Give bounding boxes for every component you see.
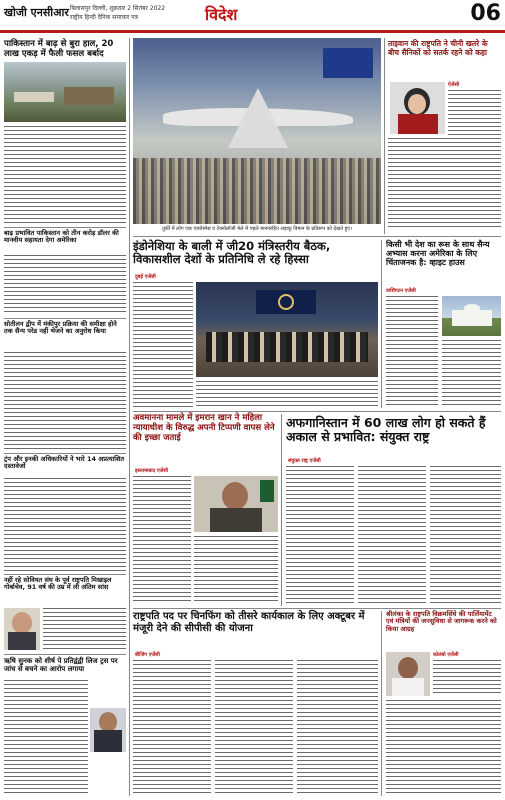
pakistan-flood-body (4, 126, 126, 224)
xi-jinping-body-3 (297, 660, 378, 796)
white-house-body-1 (386, 296, 438, 406)
aerospace-expo-photo (133, 38, 381, 224)
g20-byline: दुबई एजेंसी (135, 274, 156, 280)
taiwan-president-photo (390, 82, 445, 134)
pakistan-flood-photo (4, 62, 126, 122)
sri-lanka-body-1 (433, 660, 501, 696)
masthead (0, 0, 505, 33)
g20-body-1 (133, 282, 193, 408)
sri-lanka-president-photo (386, 652, 430, 696)
white-house-photo (442, 296, 501, 336)
gorbachev-photo (4, 608, 40, 650)
date-line (70, 4, 165, 22)
xi-jinping-body-2 (215, 660, 293, 796)
gorbachev-body (43, 608, 126, 650)
section-title: विदेश (205, 5, 238, 24)
imran-body-1 (133, 476, 191, 604)
us-pakistan-headline: बाढ़ प्रभावित पाकिस्तान को तीन करोड़ डॉलर की मानवीय सहायता देगा अमेरिका (4, 229, 119, 245)
sri-lanka-headline: श्रीलंका के राष्ट्रपति विक्रमसिंघे की पार्लियामेंट एवं मंत्रियों की जनसुविधा से जागरूक करने को किया आग्रह (386, 610, 497, 633)
afghanistan-body-2 (358, 466, 426, 604)
g20-body-2 (196, 381, 378, 408)
aerospace-expo-caption: तुर्की में लोग एक एयरोस्पेस व टेक्नोलॉजी मेले में पहले मानवरहित लड़ाकू विमान के प्रतिरूप को देखते हुए। (162, 226, 352, 232)
taiwan-body (448, 90, 501, 136)
white-house-byline: वाशिंगटन एजेंसी (386, 288, 416, 294)
afghanistan-body-1 (286, 466, 354, 604)
trump-body (4, 478, 126, 571)
imran-body-2 (194, 536, 278, 604)
taiwan-headline: ताइवान की राष्ट्रपति ने चीनी खतरे के बीच सैनिकों को सतर्क रहने को कहा (388, 39, 488, 57)
sotilon-headline: सोतीलन द्वीप में मंकीपुर प्रक्रिया की समीक्षा होने तक सैन्य परेड नहीं भेजने का अनुरोध किया (4, 320, 117, 336)
newspaper-brand: खोजी एनसीआर (4, 6, 69, 19)
sunak-headline: ऋषि सुनक को शीर्ष पे प्रतिद्वंद्वी लिज ट्रस पर जांच से बचने का आरोप लगाया (4, 657, 118, 674)
sotilon-body (4, 352, 126, 450)
xi-jinping-headline: राष्ट्रपति पद पर चिनफिंग को तीसरे कार्यकाल के लिए अक्टूबर में मंजूरी देने की सीपीसी की योजना (133, 611, 365, 634)
imran-headline: अवमानना मामले में इमरान खान ने महिला न्यायाधीश के विरुद्ध अपनी टिप्पणी वापस लेने की इच्छा जताई (133, 413, 275, 443)
white-house-headline: किसी भी देश का रूस के साथ सैन्य अभ्यास करना अमेरिका के लिए चिंताजनक है: व्हाइट हाउस (386, 240, 490, 268)
afghanistan-headline: अफगानिस्तान में 60 लाख लोग हो सकते हैं अकाल से प्रभावित: संयुक्त राष्ट्र (286, 415, 486, 445)
afghanistan-byline: संयुक्त राष्ट्र एजेंसी (288, 458, 321, 464)
sri-lanka-body-2 (386, 700, 501, 796)
sri-lanka-byline: कोलंबो एजेंसी (433, 652, 459, 658)
afghanistan-body-3 (430, 466, 501, 604)
white-house-body-2 (442, 340, 501, 406)
imran-khan-photo (194, 476, 278, 532)
xi-jinping-body-1 (133, 660, 211, 796)
g20-meeting-photo (196, 282, 378, 377)
sunak-body (4, 680, 88, 795)
sunak-photo (90, 708, 126, 752)
date-line-2: राष्ट्रीय हिन्दी दैनिक समाचार पत्र (70, 14, 138, 21)
taiwan-byline: ऐजेंसी (448, 82, 460, 88)
pakistan-flood-headline: पाकिस्तान में बाढ़ से बुरा हाल, 20 लाख एकड़ में फैली फसल बर्बाद (4, 39, 114, 59)
imran-byline: इस्लामाबाद एजेंसी (135, 468, 169, 474)
gorbachev-headline: नहीं रहे सोवियत संघ के पूर्व राष्ट्रपति मिखाइल गोर्बाचेव, 91 वर्ष की उम्र में ली अंतिम सांस (4, 576, 112, 592)
date-line-1: बिलासपुर दिल्ली, शुक्रवार 2 सितंबर 2022 (70, 5, 166, 12)
taiwan-body-cont (388, 138, 501, 230)
xi-jinping-byline: बीजिंग एजेंसी (135, 652, 160, 658)
g20-headline: इंडोनेशिया के बाली में जी20 मंत्रिस्तरीय बैठक, विकासशील देशों के प्रतिनिधि ले रहे हिस्सा (133, 239, 331, 267)
trump-headline: ट्रंप और इनकी अधिकारियों ने भारे 14 अप्रत्याशित दस्तावेजों (4, 455, 125, 471)
us-pakistan-body (4, 255, 126, 315)
page-number: 06 (470, 1, 501, 26)
